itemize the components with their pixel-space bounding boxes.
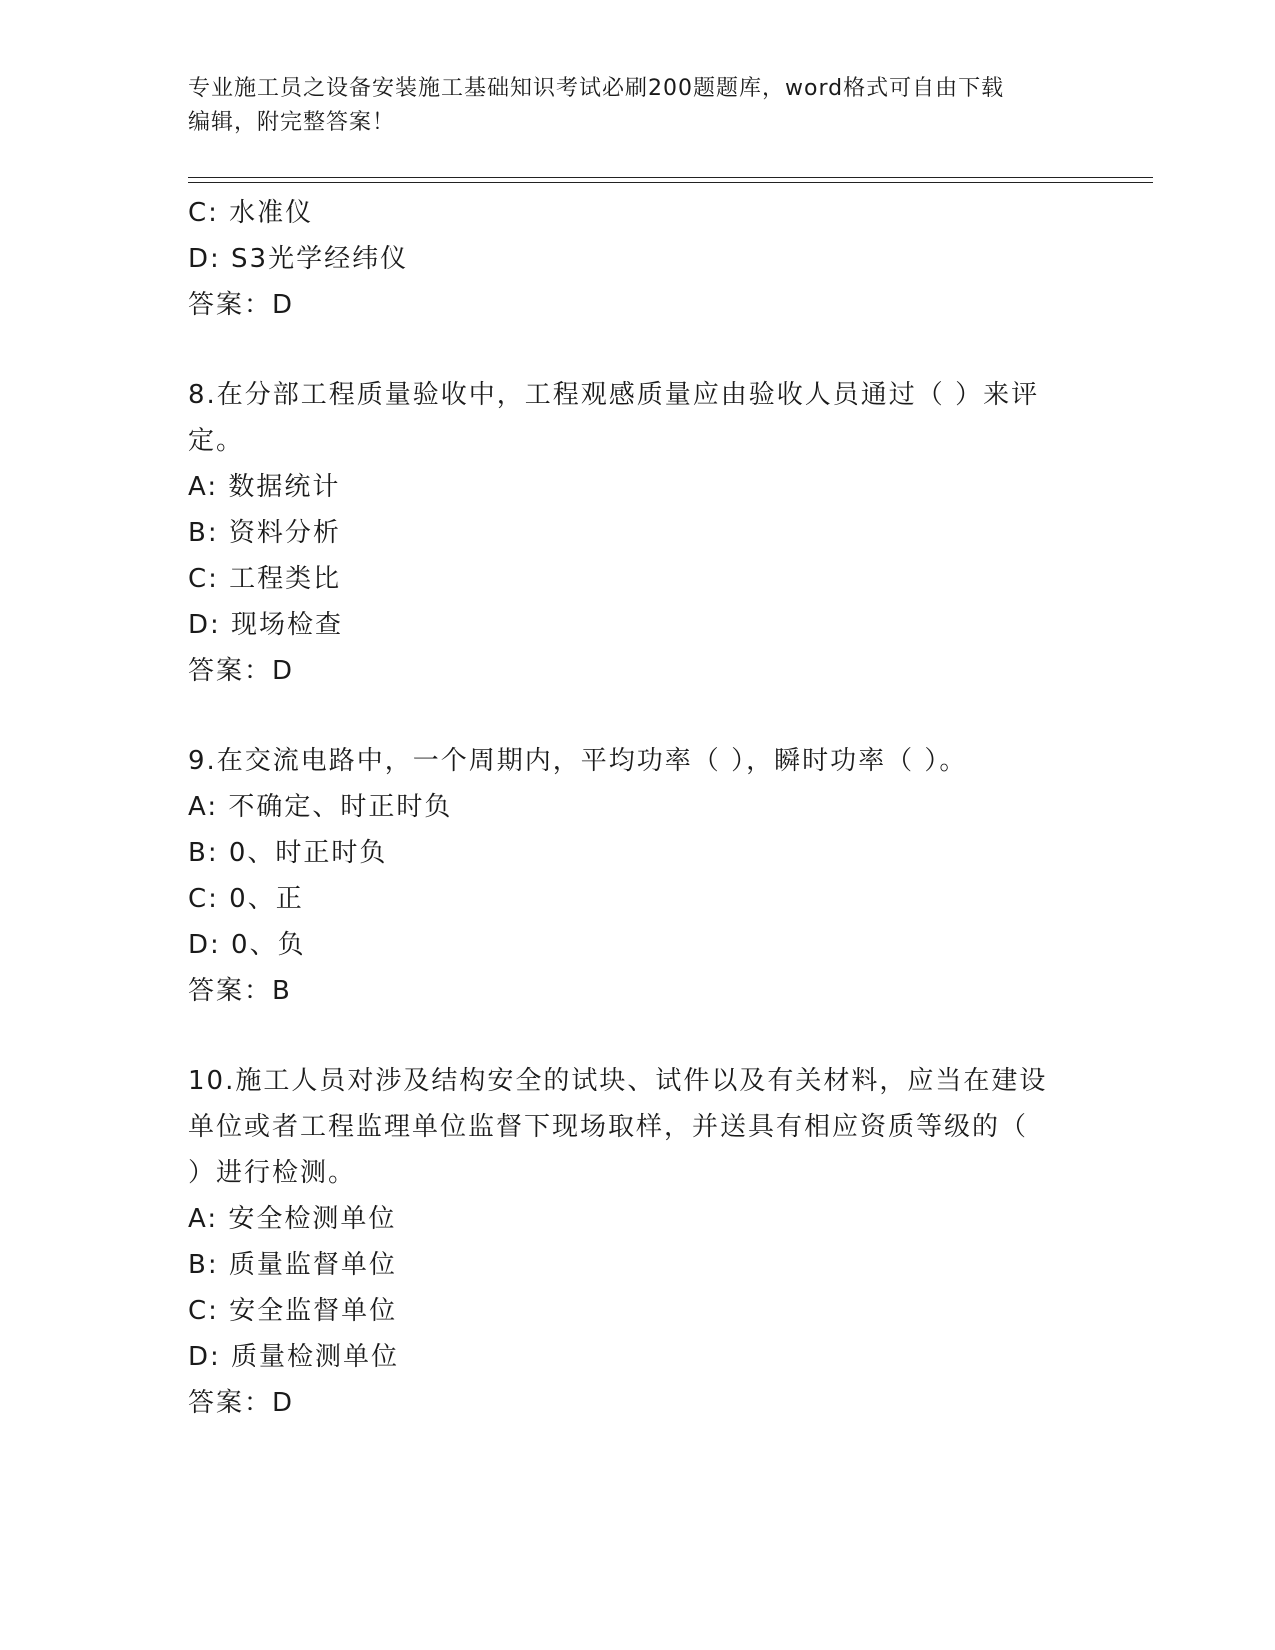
option-d: D: 0、负 bbox=[188, 930, 306, 960]
header-divider-top bbox=[188, 177, 1153, 178]
document-header bbox=[188, 72, 1088, 140]
question-7-partial bbox=[188, 190, 1088, 328]
header-line-2: 编辑，附完整答案！ bbox=[188, 110, 396, 135]
spacer bbox=[188, 694, 1088, 738]
option-b: B: 质量监督单位 bbox=[188, 1250, 397, 1280]
answer-label: 答案：D bbox=[188, 1388, 295, 1418]
question-stem: 9.在交流电路中，一个周期内，平均功率（ ），瞬时功率（ ）。 bbox=[188, 746, 968, 776]
option-c: C: 水准仪 bbox=[188, 198, 314, 228]
question-stem-continued: 定。 bbox=[188, 426, 245, 456]
spacer bbox=[188, 328, 1088, 372]
question-stem: 10.施工人员对涉及结构安全的试块、试件以及有关材料，应当在建设 bbox=[188, 1066, 1048, 1096]
option-c: C: 安全监督单位 bbox=[188, 1296, 398, 1326]
option-b: B: 资料分析 bbox=[188, 518, 341, 548]
question-list bbox=[188, 190, 1088, 1426]
option-a: A: 数据统计 bbox=[188, 472, 341, 502]
question-stem: 8.在分部工程质量验收中，工程观感质量应由验收人员通过（ ）来评 bbox=[188, 380, 1040, 410]
question-10 bbox=[188, 1058, 1088, 1426]
question-8 bbox=[188, 372, 1088, 694]
answer-label: 答案：B bbox=[188, 976, 292, 1006]
option-a: A: 不确定、时正时负 bbox=[188, 792, 453, 822]
header-divider-bottom bbox=[188, 182, 1153, 183]
answer-label: 答案：D bbox=[188, 656, 295, 686]
option-a: A: 安全检测单位 bbox=[188, 1204, 397, 1234]
question-stem-continued: 单位或者工程监理单位监督下现场取样，并送具有相应资质等级的（ bbox=[188, 1112, 1029, 1142]
option-d: D: 质量检测单位 bbox=[188, 1342, 400, 1372]
spacer bbox=[188, 1014, 1088, 1058]
question-9 bbox=[188, 738, 1088, 1014]
option-d: D: 现场检查 bbox=[188, 610, 344, 640]
option-d: D: S3光学经纬仪 bbox=[188, 244, 409, 274]
answer-label: 答案：D bbox=[188, 290, 295, 320]
header-line-1: 专业施工员之设备安装施工基础知识考试必刷200题题库，word格式可自由下载 bbox=[188, 76, 1005, 101]
question-stem-continued: ）进行检测。 bbox=[188, 1158, 357, 1188]
option-c: C: 0、正 bbox=[188, 884, 304, 914]
option-c: C: 工程类比 bbox=[188, 564, 342, 594]
option-b: B: 0、时正时负 bbox=[188, 838, 388, 868]
